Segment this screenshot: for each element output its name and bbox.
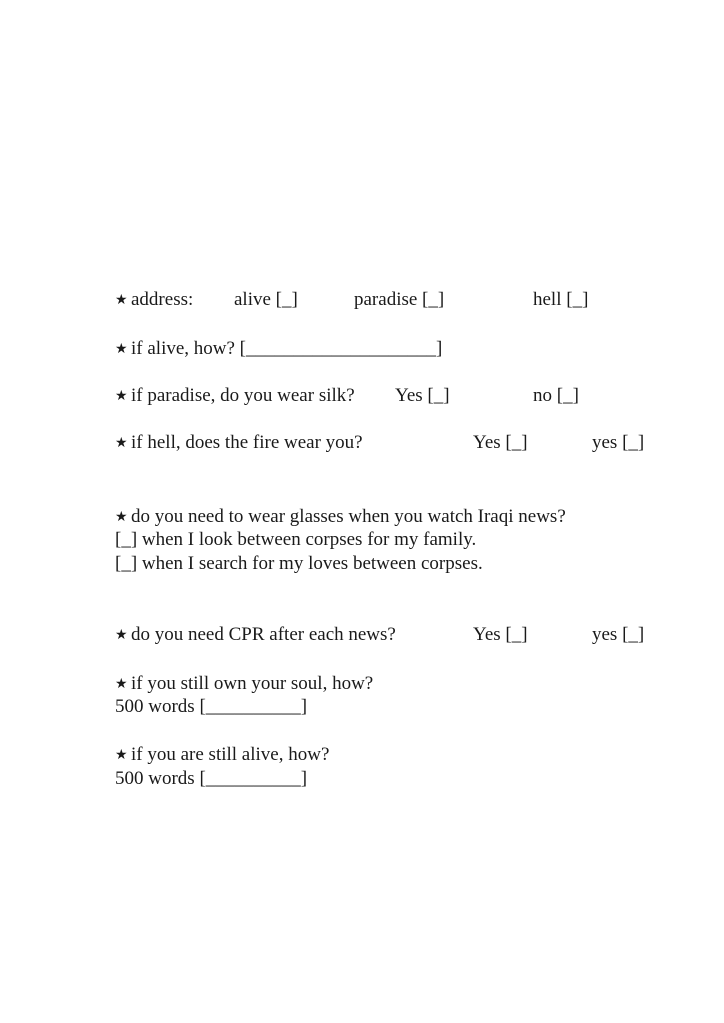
option-no[interactable]: no [_] [533,385,579,406]
star-icon: ★ [115,342,128,357]
answer-soul-field[interactable]: 500 words [__________] [115,696,308,717]
star-icon: ★ [115,677,128,692]
option-hell[interactable]: hell [_] [533,289,589,310]
star-icon: ★ [115,510,128,525]
option-yes-lower[interactable]: yes [_] [592,624,645,645]
option-paradise[interactable]: paradise [_] [354,289,445,310]
star-icon: ★ [115,436,128,451]
question-still-alive-label: if you are still alive, how? [131,744,330,765]
question-still-alive [115,743,329,768]
question-glasses-label: do you need to wear glasses when you watch Iraqi news? [131,506,566,527]
star-icon: ★ [115,628,128,643]
question-address-label: address: [131,289,194,310]
star-icon: ★ [115,389,128,404]
question-hell-fire-label: if hell, does the fire wear you? [131,432,363,453]
question-if-alive-label[interactable]: if alive, how? [____________________] [131,338,443,359]
option-family[interactable]: [_] when I look between corpses for my family. [115,529,477,550]
question-soul [115,672,373,697]
question-if-alive [115,337,442,362]
question-soul-label: if you still own your soul, how? [131,673,374,694]
option-yes[interactable]: Yes [_] [395,385,450,406]
question-paradise-silk-label: if paradise, do you wear silk? [131,385,355,406]
question-glasses [115,505,566,530]
star-icon: ★ [115,748,128,763]
answer-alive-field[interactable]: 500 words [__________] [115,768,308,789]
question-cpr [115,623,645,648]
option-loves[interactable]: [_] when I search for my loves between corpses. [115,553,483,574]
question-paradise-silk [115,384,579,409]
option-yes-lower[interactable]: yes [_] [592,432,645,453]
star-icon: ★ [115,293,128,308]
question-hell-fire [115,431,645,456]
question-address [115,288,589,313]
option-yes[interactable]: Yes [_] [473,432,528,453]
option-alive[interactable]: alive [_] [234,289,298,310]
question-cpr-label: do you need CPR after each news? [131,624,396,645]
option-yes[interactable]: Yes [_] [473,624,528,645]
